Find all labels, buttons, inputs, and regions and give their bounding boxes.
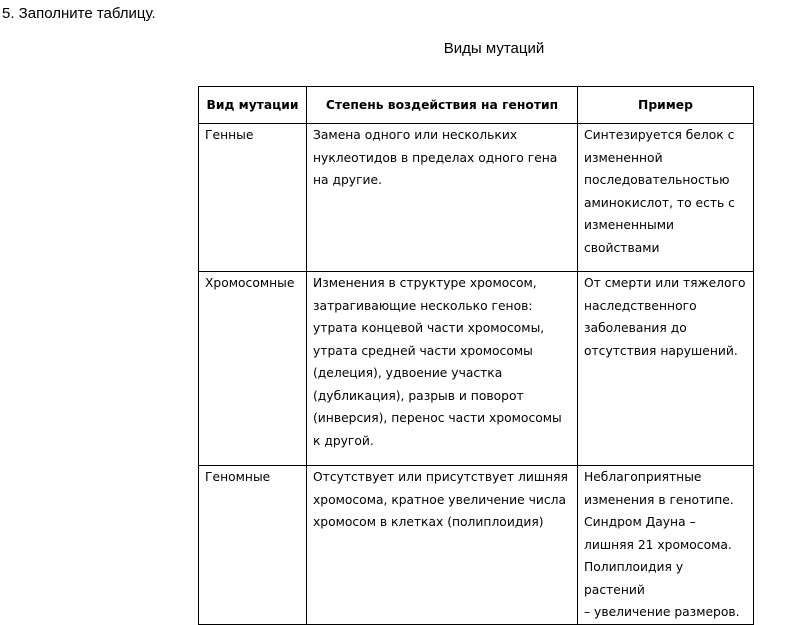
table-title: Виды мутаций	[443, 40, 545, 57]
table-row	[199, 272, 754, 466]
cell-genotype-effect: Замена одного или нескольких нуклеотидов в пределах одного гена на другие.	[307, 124, 578, 272]
mutation-types-table	[198, 86, 754, 625]
cell-mutation-type: Хромосомные	[199, 272, 307, 466]
cell-example: От смерти или тяжелого наследственного заболевания до отсутствия нарушений.	[578, 272, 754, 466]
cell-mutation-type: Генные	[199, 124, 307, 272]
cell-genotype-effect: Отсутствует или присутствует лишняя хромосома, кратное увеличение числа хромосом в клетках (полиплоидия)	[307, 466, 578, 625]
cell-genotype-effect: Изменения в структуре хромосом, затрагивающие несколько генов: утрата концевой части хромосомы, утрата средней части хромосомы (делеция), удвоение участка (дубликация), разрыв и поворот (инверсия), перенос части хромосомы к другой.	[307, 272, 578, 466]
header-genotype-effect: Степень воздействия на генотип	[307, 87, 578, 124]
table-row	[199, 124, 754, 272]
table-row	[199, 466, 754, 625]
header-example: Пример	[578, 87, 754, 124]
table-header-row	[199, 87, 754, 124]
task-heading: 5. Заполните таблицу.	[2, 5, 156, 22]
cell-mutation-type: Геномные	[199, 466, 307, 625]
cell-example: Неблагоприятные изменения в генотипе. Синдром Дауна – лишняя 21 хромосома. Полиплоидия у растений – увеличение размеров.	[578, 466, 754, 625]
header-mutation-type: Вид мутации	[199, 87, 307, 124]
cell-example: Синтезируется белок с измененной последовательностью аминокислот, то есть с измененными свойствами	[578, 124, 754, 272]
